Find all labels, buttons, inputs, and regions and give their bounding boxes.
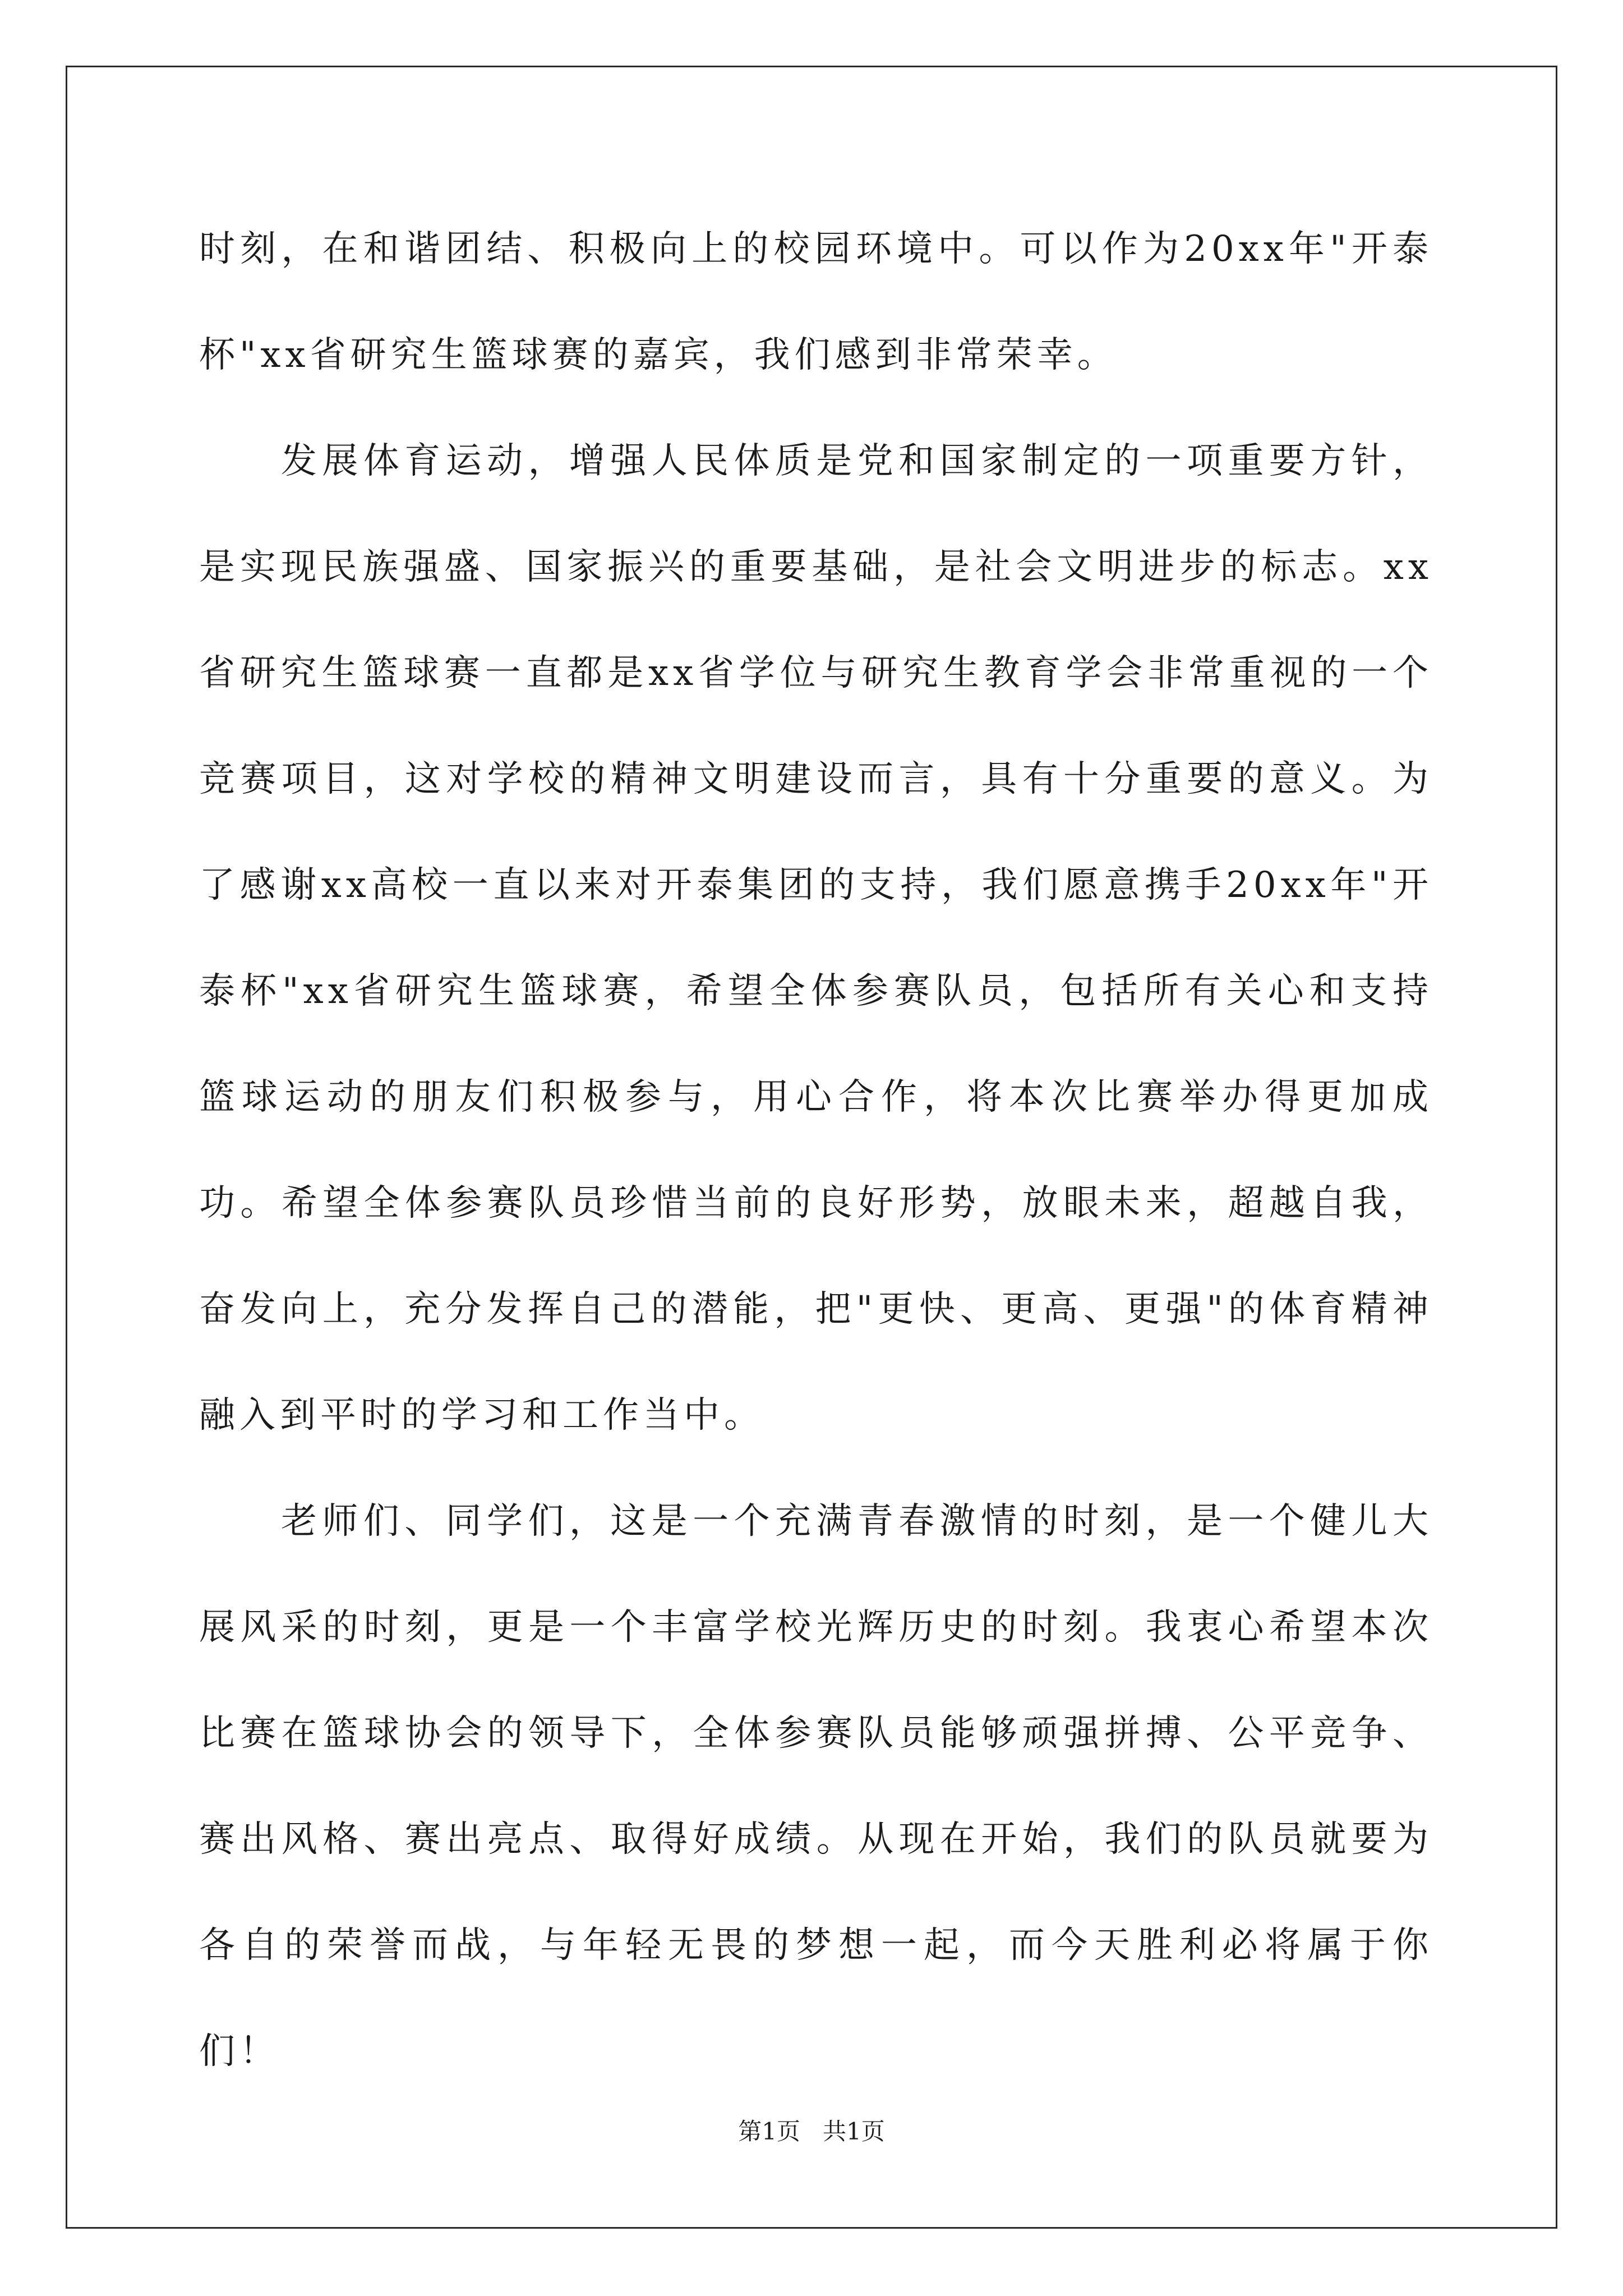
paragraph-2: 发展体育运动，增强人民体质是党和国家制定的一项重要方针，是实现民族强盛、国家振兴的重要基础，是社会文明进步的标志。xx省研究生篮球赛一直都是xx省学位与研究生教育学会非常重视的一个竞赛项目，这对学校的精神文明建设而言，具有十分重要的意义。为了感谢xx高校一直以来对开泰集团的支持，我们愿意携手20xx年"开泰杯"xx省研究生篮球赛，希望全体参赛队员，包括所有关心和支持篮球运动的朋友们积极参与，用心合作，将本次比赛举办得更加成功。希望全体参赛队员珍惜当前的良好形势，放眼未来，超越自我，奋发向上，充分发挥自己的潜能，把"更快、更高、更强"的体育精神融入到平时的学习和工作当中。 xyxy=(199,440,1433,1436)
page-number-footer: 第1页 共1页 xyxy=(738,2118,885,2145)
document-body xyxy=(199,196,1433,2105)
paragraph-3: 老师们、同学们，这是一个充满青春激情的时刻，是一个健儿大展风采的时刻，更是一个丰富学校光辉历史的时刻。我衷心希望本次比赛在篮球协会的领导下，全体参赛队员能够顽强拼搏、公平竞争、赛出风格、赛出亮点、取得好成绩。从现在开始，我们的队员就要为各自的荣誉而战，与年轻无畏的梦想一起，而今天胜利必将属于你们！ xyxy=(199,1501,1433,2072)
paragraph-1: 时刻，在和谐团结、积极向上的校园环境中。可以作为20xx年"开泰杯"xx省研究生篮球赛的嘉宾，我们感到非常荣幸。 xyxy=(199,228,1433,376)
